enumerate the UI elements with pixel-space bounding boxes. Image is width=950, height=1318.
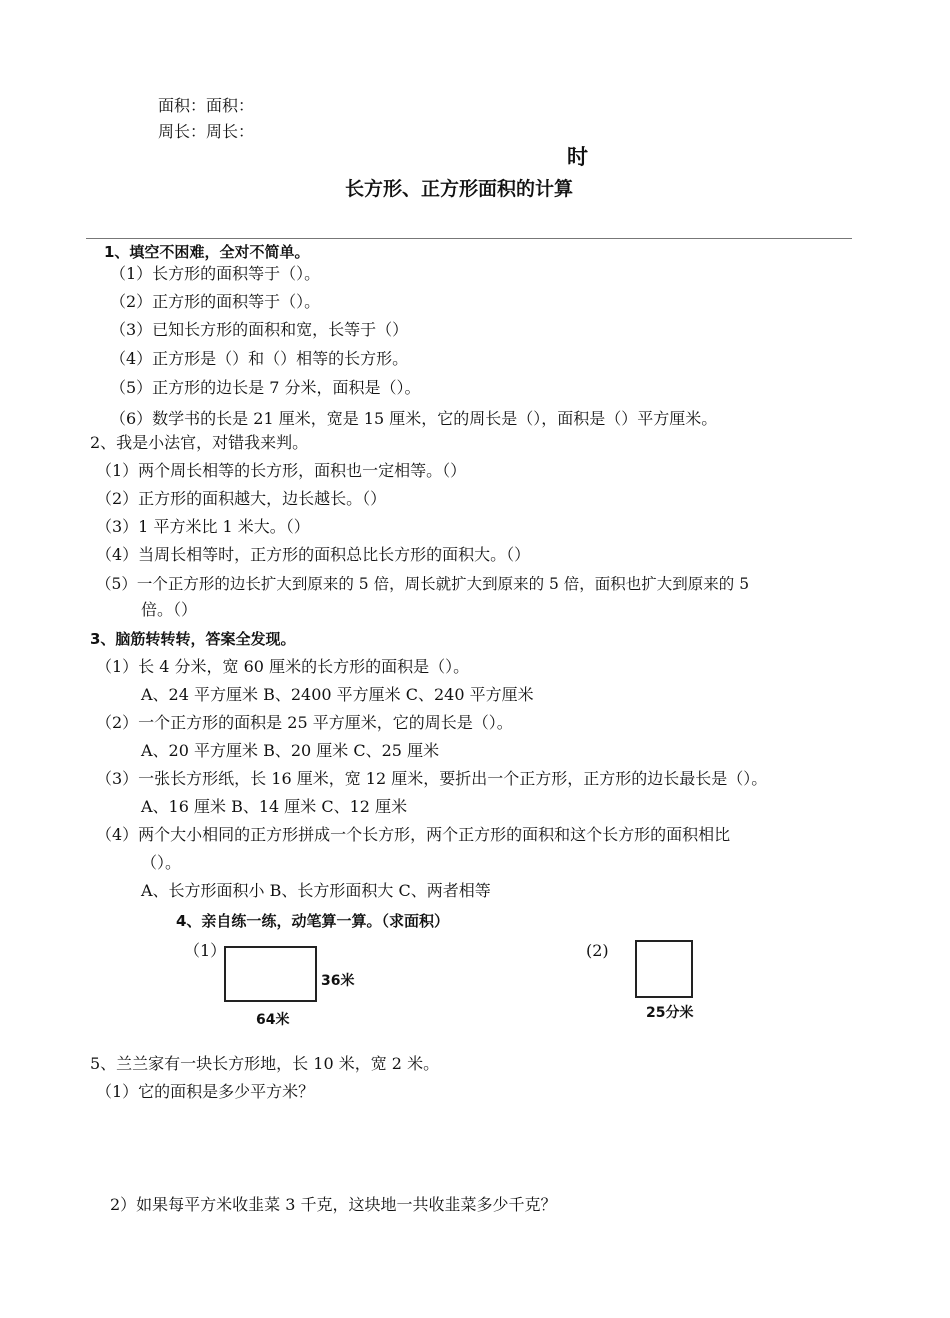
title-divider (86, 238, 852, 239)
section1-item: （2）正方形的面积等于（）。 (110, 292, 321, 311)
section1-item: （3）已知长方形的面积和宽，长等于（） (110, 320, 409, 339)
section3-question: （3）一张长方形纸，长 16 厘米，宽 12 厘米，要折出一个正方形，正方形的边长最长是（）。 (96, 769, 768, 788)
figure-square (582, 936, 712, 1026)
section3-heading: 3、脑筋转转转，答案全发现。 (90, 630, 296, 648)
section2-item-continuation: 倍。（） (141, 600, 198, 619)
section1-item: （4）正方形是（）和（）相等的长方形。 (110, 349, 409, 368)
section3-options: A、20 平方厘米 B、20 厘米 C、25 厘米 (141, 741, 440, 760)
rectangle-shape (224, 946, 317, 1002)
square-shape (635, 940, 693, 998)
square-side-label: 25分米 (646, 1005, 694, 1021)
rectangle-height-label: 36米 (321, 973, 355, 989)
section5-heading: 5、兰兰家有一块长方形地，长 10 米，宽 2 米。 (90, 1054, 440, 1073)
section3-question: （2）一个正方形的面积是 25 平方厘米，它的周长是（）。 (96, 713, 513, 732)
section3-question: （4）两个大小相同的正方形拼成一个长方形，两个正方形的面积和这个长方形的面积相比 (96, 825, 731, 844)
section2-item: （1）两个周长相等的长方形，面积也一定相等。（） (96, 461, 467, 480)
section2-item: （3）1 平方米比 1 米大。（） (96, 517, 310, 536)
figure1-label: （1） (184, 941, 227, 960)
area-label-line: 面积：面积： (158, 96, 255, 115)
section1-item: （5）正方形的边长是 7 分米，面积是（）。 (110, 378, 421, 397)
section2-item: （4）当周长相等时，正方形的面积总比长方形的面积大。（） (96, 545, 531, 564)
section5-question: （1）它的面积是多少平方米？ (96, 1082, 315, 1101)
figure-rectangle (180, 936, 380, 1032)
section3-question: （1）长 4 分米，宽 60 厘米的长方形的面积是（）。 (96, 657, 470, 676)
section1-item: （1）长方形的面积等于（）。 (110, 264, 321, 283)
section2-item: （5）一个正方形的边长扩大到原来的 5 倍，周长就扩大到原来的 5 倍，面积也扩大到原来的 5 (96, 575, 750, 593)
section1-heading: 1、填空不困难，全对不简单。 (104, 243, 310, 261)
section3-options: A、长方形面积小 B、长方形面积大 C、两者相等 (141, 881, 491, 900)
hour-mark: 时 (567, 145, 588, 169)
section3-options: A、24 平方厘米 B、2400 平方厘米 C、240 平方厘米 (141, 685, 534, 704)
section1-item: （6）数学书的长是 21 厘米，宽是 15 厘米，它的周长是（），面积是（）平方厘米。 (110, 409, 718, 428)
figure2-label: (2) (586, 941, 609, 960)
section2-heading: 2、我是小法官，对错我来判。 (90, 433, 309, 452)
section4-heading: 4、亲自练一练，动笔算一算。（求面积） (176, 912, 449, 930)
rectangle-width-label: 64米 (256, 1012, 290, 1028)
section3-question-continuation: （）。 (141, 853, 182, 872)
perimeter-label-line: 周长：周长： (158, 122, 255, 141)
section5-question: 2）如果每平方米收韭菜 3 千克，这块地一共收韭菜多少千克？ (110, 1195, 557, 1214)
section3-options: A、16 厘米 B、14 厘米 C、12 厘米 (141, 797, 408, 816)
section2-item: （2）正方形的面积越大，边长越长。（） (96, 489, 387, 508)
page-title: 长方形、正方形面积的计算 (345, 178, 574, 200)
